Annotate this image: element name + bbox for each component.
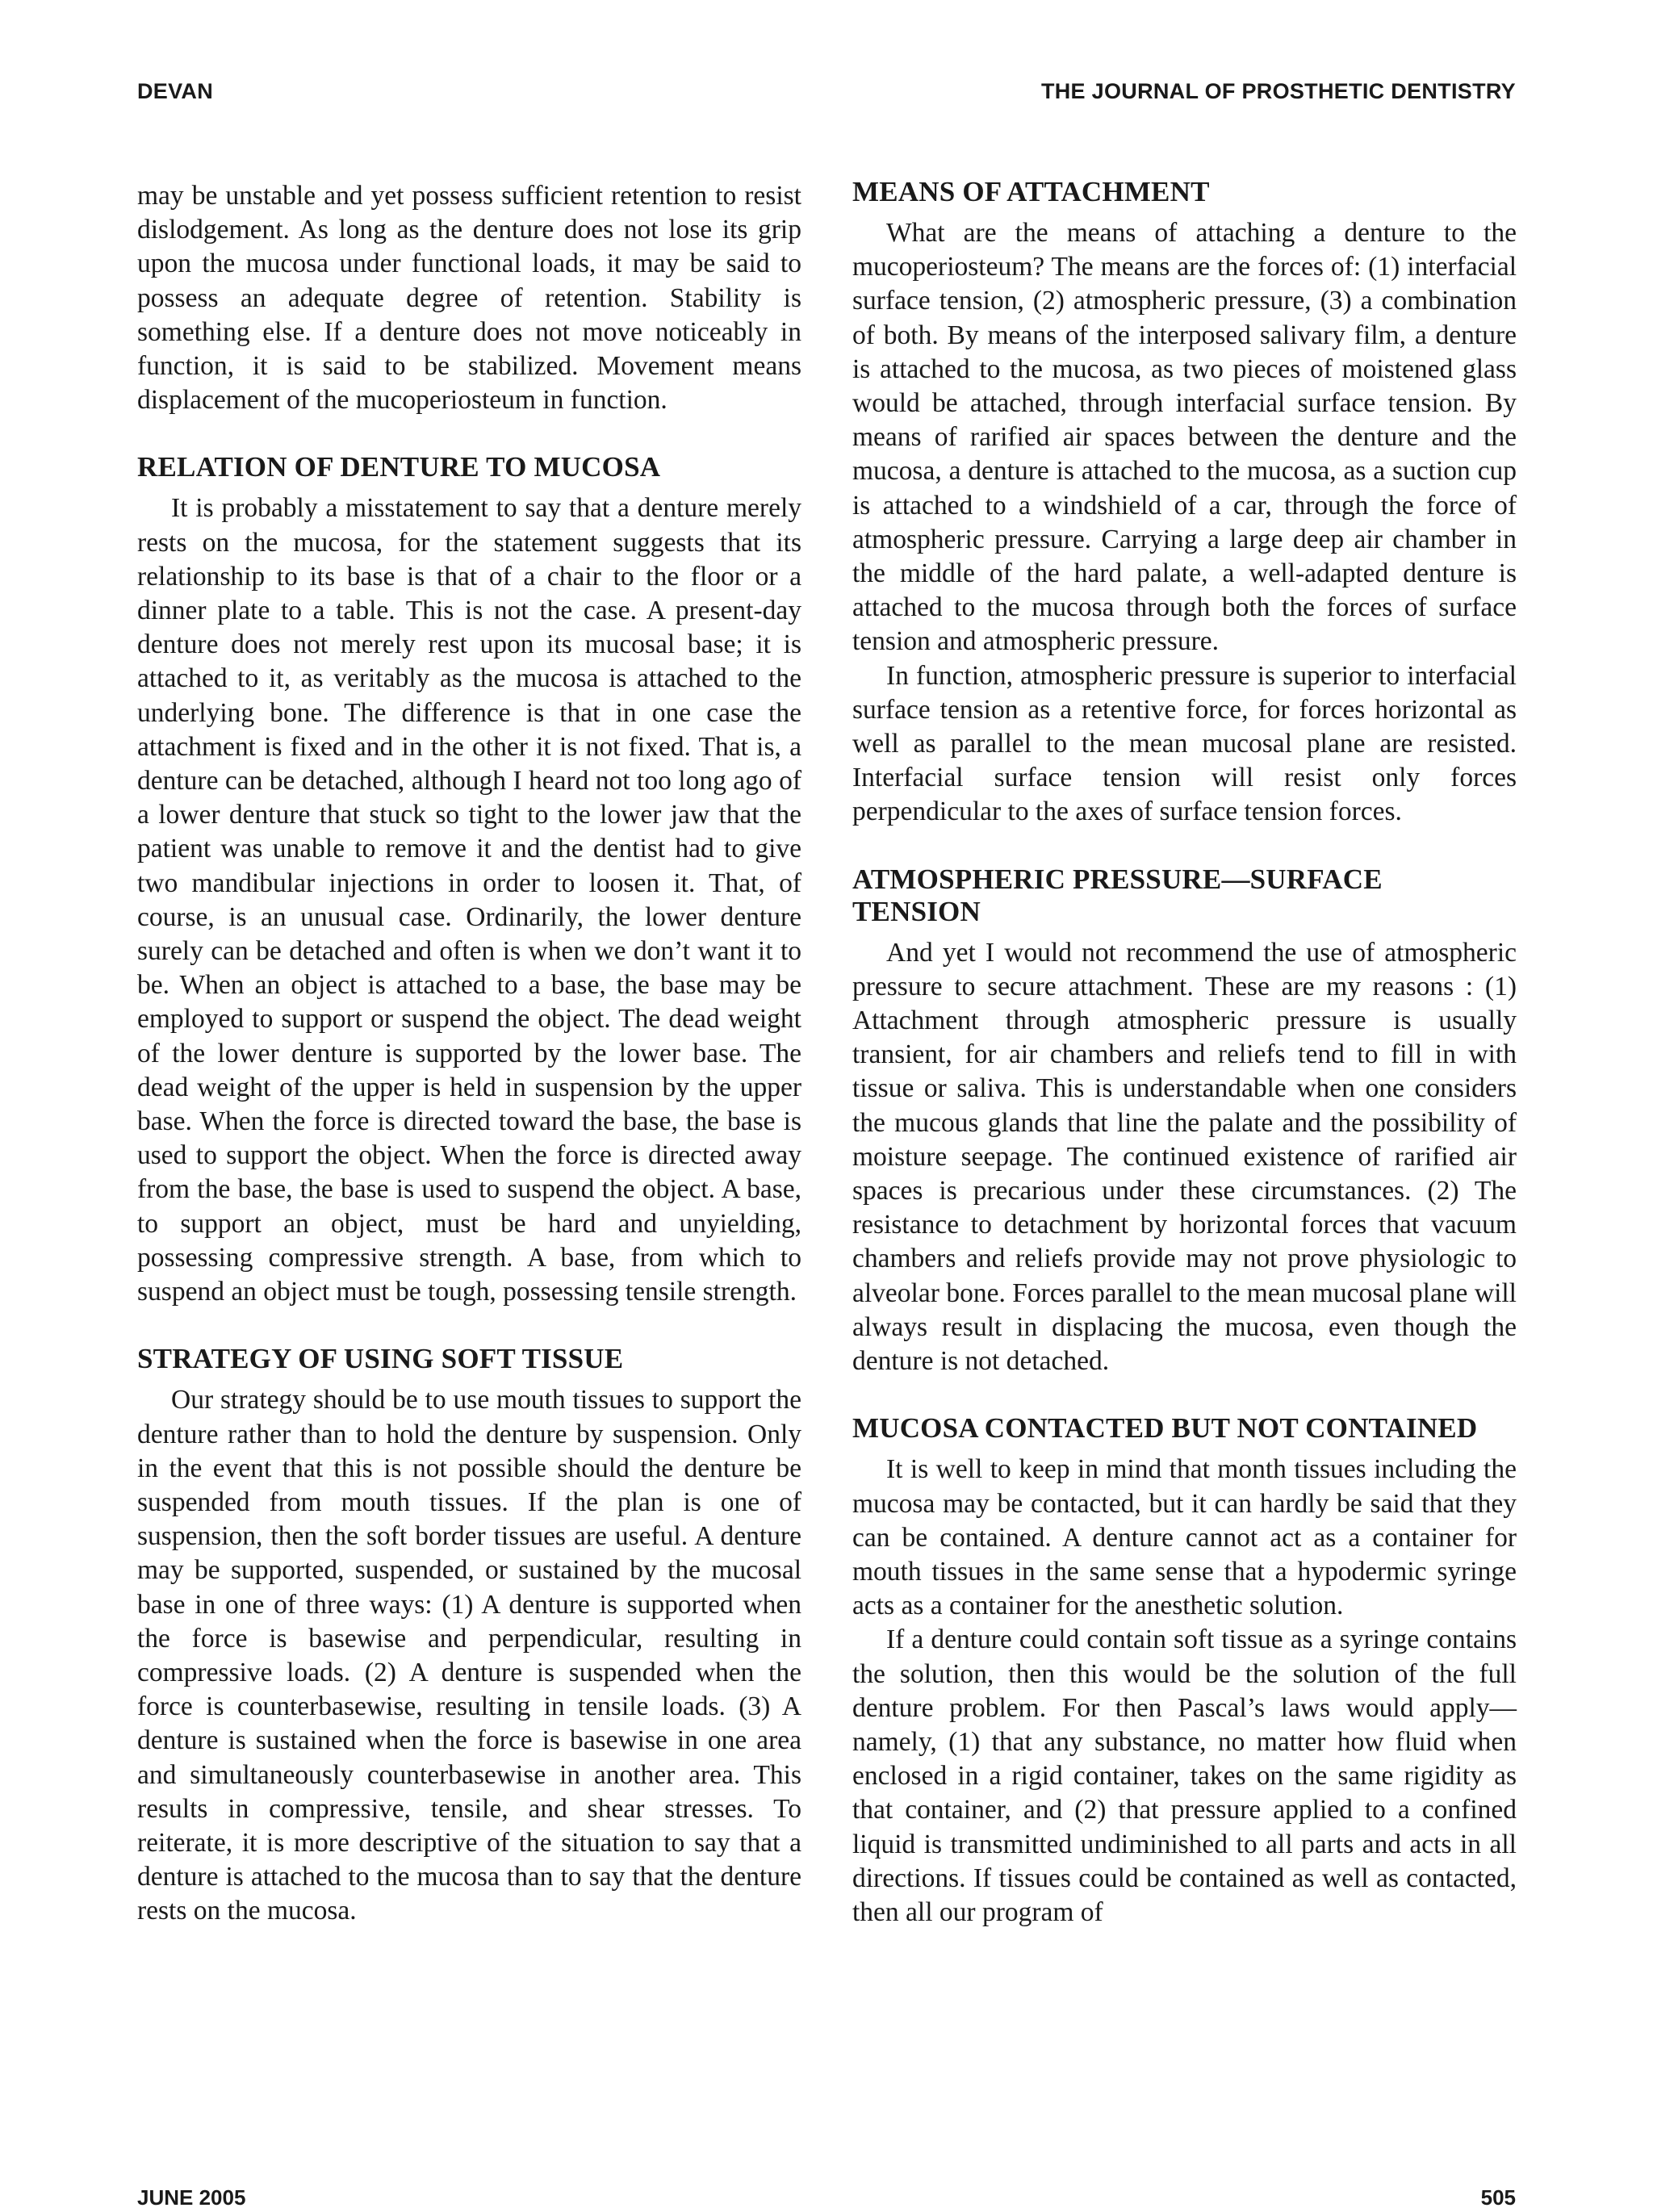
section-paragraph-means-2: In function, atmospheric pressure is superior to interfacial surface tension as a retentive force, for forces horizontal as well as parallel to the mean mucosal plane are resisted. Interfacial surface tension will resist only forces perpendicular to the axes of surface tension forces. (852, 660, 1517, 827)
left-column (137, 179, 801, 1929)
intro-paragraph: may be unstable and yet possess sufficient retention to resist dislodgement. As long as the denture does not lose its grip upon the mucosa under functional loads, it may be said to possess an adequate degree of retention. Stability is something else. If a denture does not move noticeably in function, it is said to be stabilized. Movement means displacement of the mucoperiosteum in function. (137, 181, 801, 416)
section-heading-mucosa: MUCOSA CONTACTED BUT NOT CONTAINED (852, 1412, 1478, 1445)
section-paragraph-mucosa-2: If a denture could contain soft tissue as a syringe contains the solution, then this would be the solution of the full denture problem. For then Pascal’s laws would apply—namely, (1) that any substance, no matter how fluid when enclosed in a rigid container, takes on the same rigidity as that container, and (2) that pressure applied to a confined liquid is transmitted undiminished to all parts and acts in all directions. If tissues could be contained as well as contacted, then all our program of (852, 1625, 1517, 1927)
section-paragraph-relation: It is probably a misstatement to say that a denture merely rests on the mucosa, for the statement suggests that its relationship to its base is that of a chair to the floor or a dinner plate to a table. This is not the case. A present-day denture does not merely rest upon its mucosal base; it is attached to it, as veritably as the mucosa is attached to the underlying bone. The difference is that in one case the attachment is fixed and in the other it is not fixed. That is, a denture can be detached, although I heard not too long ago of a lower denture that stuck so tight to the lower jaw that the patient was unable to remove it and the dentist had to give two mandibular injections in order to loosen it. That, of course, is an unusual case. Ordinarily, the lower denture surely can be detached and often is when we don’t want it to be. When an object is attached to a base, the base may be employed to support or suspend the object. The dead weight of the lower denture is supported by the lower base. The dead weight of the upper is held in suspension by the upper base. When the force is directed toward the base, the base is used to support the object. When the force is directed away from the base, the base is used to suspend the object. A base, to support an object, must be hard and unyielding, possessing compressive strength. A base, from which to suspend an object must be tough, possessing tensile strength. (137, 493, 801, 1307)
right-column (852, 176, 1517, 1930)
section-heading-atmospheric: ATMOSPHERIC PRESSURE—SURFACE TENSION (852, 863, 1383, 927)
section-heading-relation: RELATION OF DENTURE TO MUCOSA (137, 451, 661, 483)
running-head (137, 79, 1516, 111)
running-head-author: DEVAN (137, 79, 214, 103)
section-heading-means: MEANS OF ATTACHMENT (852, 176, 1210, 207)
issue-date: JUNE 2005 (137, 2185, 246, 2210)
section-paragraph-strategy: Our strategy should be to use mouth tissues to support the denture rather than to hold the denture by suspension. Only in the event that this is not possible should the denture be suspended from mouth tissues. If the plan is one of suspension, then the soft border tissues are useful. A denture may be supported, suspended, or sustained by the mucosal base in one of three ways: (1) A denture is supported when the force is basewise and perpendicular, resulting in compressive loads. (2) A denture is suspended when the force is counterbasewise, resulting in tensile loads. (3) A denture is sustained when the force is basewise in one area and simultaneously counterbasewise in another area. This results in compressive, tensile, and shear stresses. To reiterate, it is more descriptive of the situation to say that a denture is attached to the mucosa than to say that the denture rests on the mucosa. (137, 1385, 801, 1926)
section-paragraph-mucosa-1: It is well to keep in mind that month tissues including the mucosa may be contacted, but it can hardly be said that they can be contained. A denture cannot act as a container for mouth tissues in the same sense that a hypodermic syringe acts as a container for the anesthetic solution. (852, 1454, 1517, 1621)
page-number: 505 (1480, 2185, 1516, 2210)
page-footer (137, 2185, 1516, 2210)
section-paragraph-atmospheric: And yet I would not recommend the use of atmospheric pressure to secure attachment. These are my reasons : (1) Attachment through atmospheric pressure is usually transient, for air chambers and reliefs tend to fill in with tissue or saliva. This is understandable when one considers the mucous glands that line the palate and the possibility of moisture seepage. The continued existence of rarified air spaces is precarious under these circumstances. (2) The resistance to detachment by horizontal forces that vacuum chambers and reliefs provide may not prove physiologic to alveolar bone. Forces parallel to the mean mucosal plane will always result in displacing the mucosa, even though the denture is not detached. (852, 937, 1517, 1377)
section-paragraph-means-1: What are the means of attaching a denture to the mucoperiosteum? The means are the forces of: (1) interfacial surface tension, (2) atmospheric pressure, (3) a combination of both. By means of the interposed salivary film, a denture is attached to the mucosa, as two pieces of moistened glass would be attached, through interfacial surface tension. By means of rarified air spaces between the denture and the mucosa, a denture is attached to the mucosa, as a suction cup is attached to a windshield of a car, through the force of atmospheric pressure. Carrying a large deep air chamber in the middle of the hard palate, a well-adapted denture is attached to the mucosa through both the forces of surface tension and atmospheric pressure. (852, 218, 1517, 657)
running-head-journal: THE JOURNAL OF PROSTHETIC DENTISTRY (1040, 79, 1516, 103)
section-heading-strategy: STRATEGY OF USING SOFT TISSUE (137, 1343, 624, 1375)
